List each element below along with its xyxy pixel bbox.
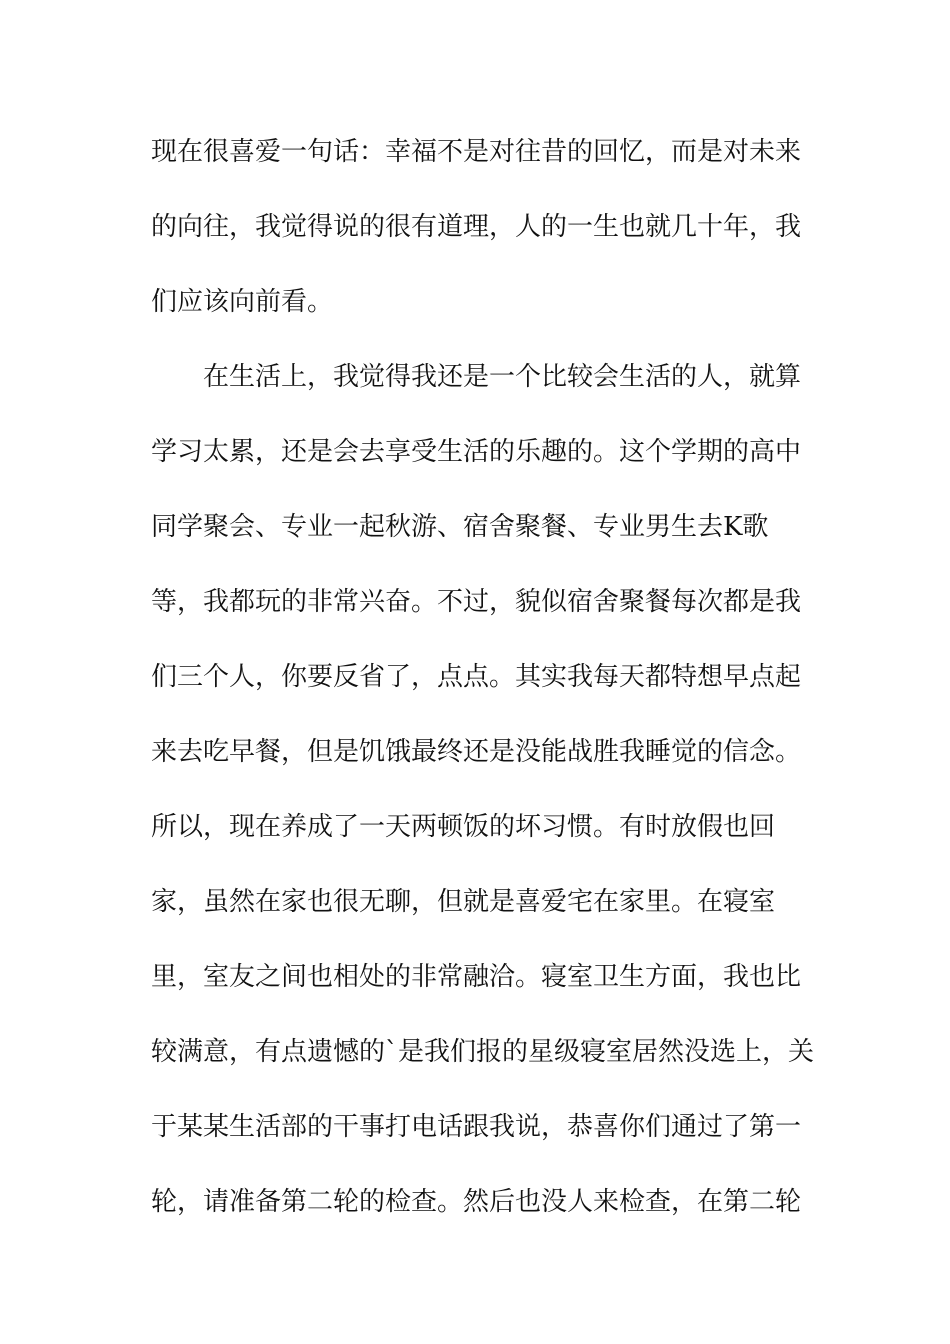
text-line-6: 同学聚会、专业一起秋游、宿舍聚餐、专业男生去K歌 xyxy=(151,512,769,542)
text-line-4: 在生活上，我觉得我还是一个比较会生活的人，就算 xyxy=(203,362,802,392)
text-line-10: 所以，现在养成了一天两顿饭的坏习惯。有时放假也回 xyxy=(151,812,776,842)
text-line-11: 家，虽然在家也很无聊，但就是喜爱宅在家里。在寝室 xyxy=(151,887,776,917)
text-line-12: 里，室友之间也相处的非常融洽。寝室卫生方面，我也比 xyxy=(151,962,802,992)
text-line-1: 现在很喜爱一句话：幸福不是对往昔的回忆，而是对未来 xyxy=(151,137,802,167)
text-line-13: 较满意，有点遗憾的`是我们报的星级寝室居然没选上，关 xyxy=(151,1037,815,1067)
text-line-15: 轮，请准备第二轮的检查。然后也没人来检查，在第二轮 xyxy=(151,1187,802,1217)
text-line-2: 的向往，我觉得说的很有道理，人的一生也就几十年，我 xyxy=(151,212,802,242)
text-line-9: 来去吃早餐，但是饥饿最终还是没能战胜我睡觉的信念。 xyxy=(151,737,802,767)
text-line-14: 于某某生活部的干事打电话跟我说，恭喜你们通过了第一 xyxy=(151,1112,802,1142)
text-line-5: 学习太累，还是会去享受生活的乐趣的。这个学期的高中 xyxy=(151,437,802,467)
body-text xyxy=(151,126,815,1251)
text-line-7: 等，我都玩的非常兴奋。不过，貌似宿舍聚餐每次都是我 xyxy=(151,587,802,617)
text-line-8: 们三个人，你要反省了，点点。其实我每天都特想早点起 xyxy=(151,662,802,692)
text-line-3: 们应该向前看。 xyxy=(151,287,334,317)
